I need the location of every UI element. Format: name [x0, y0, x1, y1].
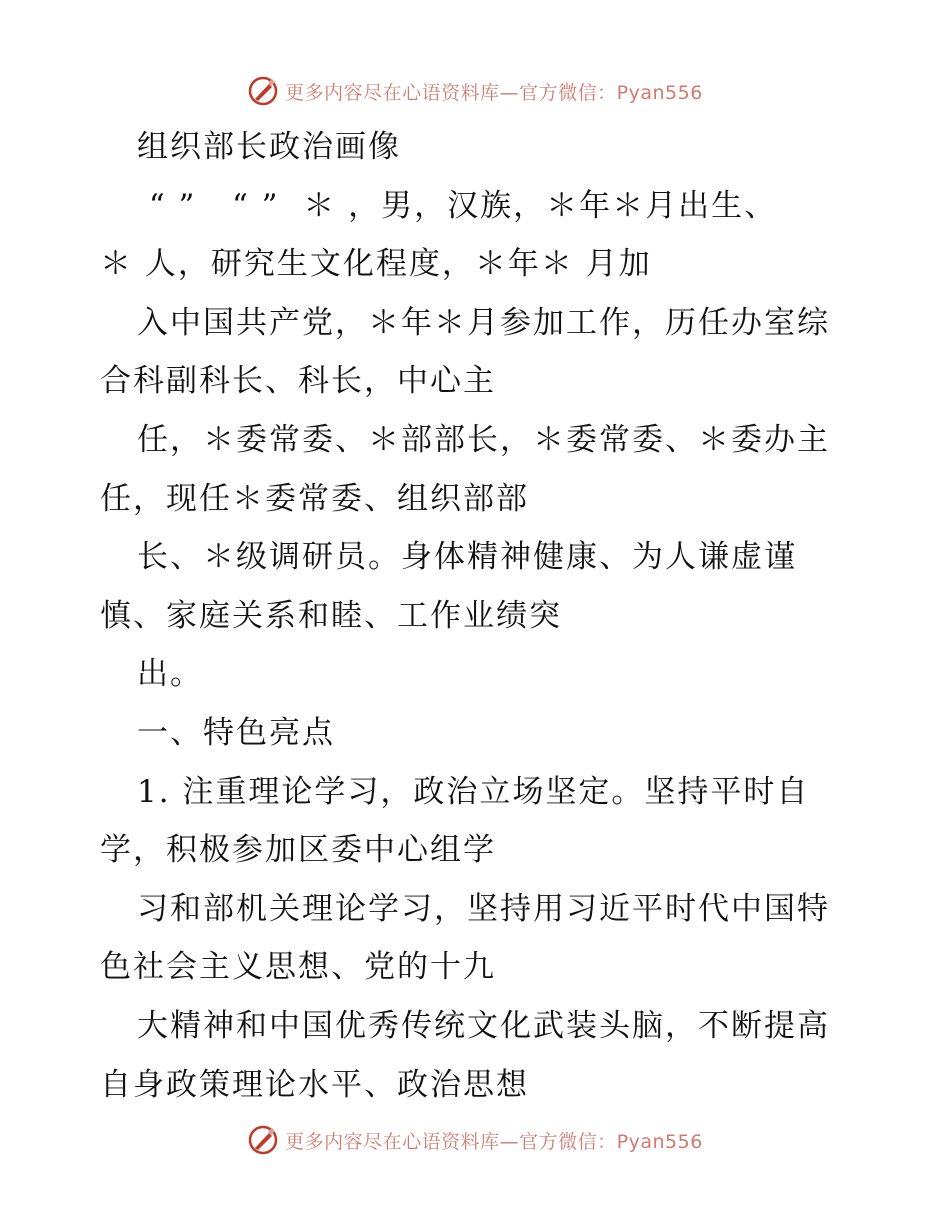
paragraph-line: 大精神和中国优秀传统文化武装头脑，不断提高	[137, 1007, 830, 1044]
paragraph-line: 任，＊委常委、＊部部长，＊委常委、＊委办主	[137, 421, 830, 458]
pen-logo-icon	[247, 75, 279, 107]
paragraph-line: 任，现任＊委常委、组织部部	[100, 480, 529, 517]
paragraph-line: 出。	[137, 656, 203, 693]
paragraph-line: 入中国共产党，＊年＊月参加工作，历任办室综	[137, 304, 830, 341]
watermark-header	[0, 71, 950, 111]
paragraph-line: 1. 注重理论学习，政治立场坚定。坚持平时自	[137, 773, 810, 810]
section-heading: 一、特色亮点	[137, 714, 335, 751]
paragraph-line: ＊ 人，研究生文化程度，＊年＊ 月加	[100, 246, 652, 283]
watermark-text: 更多内容尽在心语资料库—官方微信：Pyan556	[285, 1130, 703, 1153]
paragraph-line: 习和部机关理论学习，坚持用习近平时代中国特	[137, 890, 830, 927]
paragraph-line: 长、＊级调研员。身体精神健康、为人谦虚谨	[137, 539, 797, 576]
document-title: 组织部长政治画像	[137, 129, 401, 165]
paragraph-line: 色社会主义思想、党的十九	[100, 949, 496, 986]
pen-logo-icon	[247, 1124, 279, 1156]
paragraph-line: 学，积极参加区委中心组学	[100, 832, 496, 869]
document-body	[100, 118, 860, 1114]
watermark-footer	[0, 1120, 950, 1160]
paragraph-line: 合科副科长、科长，中心主	[100, 363, 496, 400]
paragraph-line: 自身政策理论水平、政治思想	[100, 1066, 529, 1103]
paragraph-line: 慎、家庭关系和睦、工作业绩突	[100, 597, 562, 634]
watermark-text: 更多内容尽在心语资料库—官方微信：Pyan556	[285, 81, 703, 104]
paragraph-line: “ ” “ ” ＊ ，男，汉族，＊年＊月出生、	[137, 187, 778, 224]
